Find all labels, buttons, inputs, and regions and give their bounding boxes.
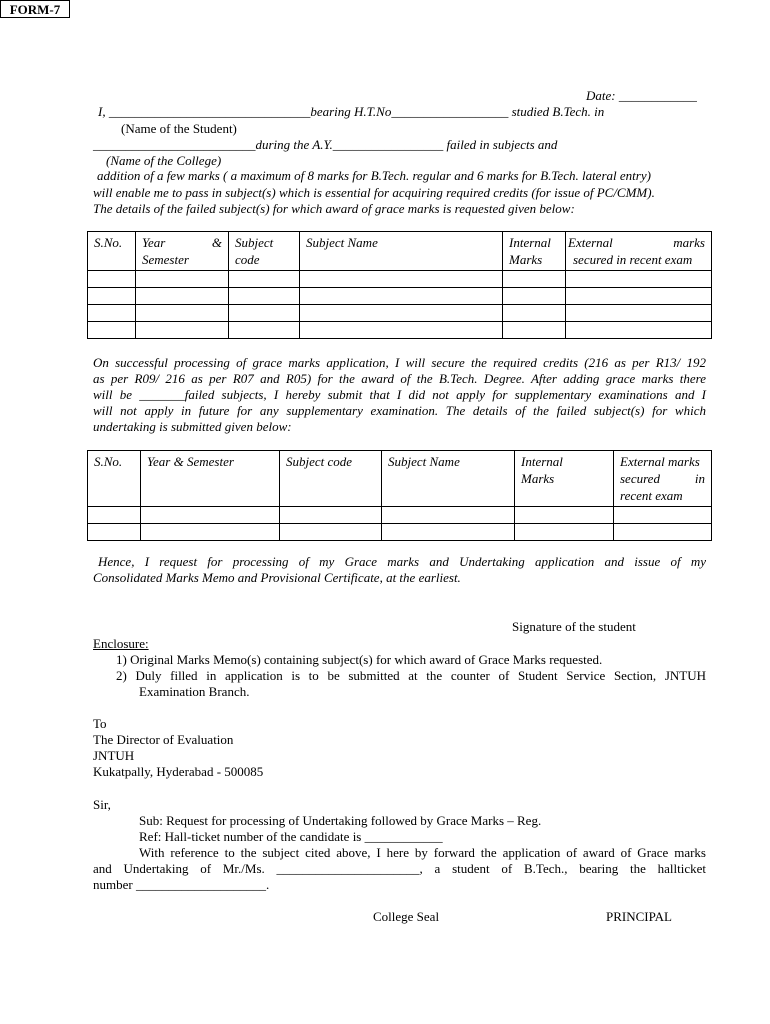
- header-external-marks: [614, 451, 712, 507]
- enclosure-item: Examination Branch.: [139, 684, 250, 699]
- table-cell[interactable]: [136, 305, 229, 322]
- table-cell[interactable]: [614, 524, 712, 541]
- table-header-row: [88, 232, 712, 271]
- table-cell[interactable]: [229, 288, 300, 305]
- header-subject-code: [229, 232, 300, 271]
- table-cell[interactable]: [382, 524, 515, 541]
- signature-label: Signature of the student: [512, 619, 636, 634]
- enclosure-item: 2) Duly filled in application is to be submitted at the counter of Student Service Section, JNTUH: [116, 668, 706, 683]
- table-cell[interactable]: [141, 507, 280, 524]
- reference-line: Ref: Hall-ticket number of the candidate is ____________: [139, 829, 443, 844]
- paragraph-line: addition of a few marks ( a maximum of 8 marks for B.Tech. regular and 6 marks for B.Tech. lateral entry): [97, 168, 651, 183]
- table-cell[interactable]: [88, 322, 136, 339]
- table-cell[interactable]: [280, 524, 382, 541]
- header-recent-exam: recent exam: [620, 488, 683, 503]
- paragraph-line: will not apply in future for any supplementary examination. The details of the failed subject(s) for which: [93, 403, 706, 418]
- table-cell[interactable]: [614, 507, 712, 524]
- table-cell[interactable]: [566, 271, 712, 288]
- paragraph-line: as per R09/ 216 as per R07 and R05) for the award of the B.Tech. Degree. After adding grace marks there: [93, 371, 706, 386]
- header-subject: Subject: [235, 235, 274, 250]
- principal-label: PRINCIPAL: [606, 909, 672, 924]
- table-cell[interactable]: [280, 507, 382, 524]
- table-header-row: [88, 451, 712, 507]
- header-subject-name: Subject Name: [382, 451, 515, 507]
- address-line: Kukatpally, Hyderabad - 500085: [93, 764, 264, 779]
- table-cell[interactable]: [136, 271, 229, 288]
- table-cell[interactable]: [515, 507, 614, 524]
- header-year: Year: [142, 235, 166, 250]
- table-row: [88, 524, 712, 541]
- table-row: [88, 305, 712, 322]
- header-internal-marks: [503, 232, 566, 271]
- paragraph-line: will be _______failed subjects, I hereby submit that I did not apply for supplementary examinations and I: [93, 387, 706, 402]
- header-subject-code: Subject code: [280, 451, 382, 507]
- table-cell[interactable]: [88, 524, 141, 541]
- college-caption: (Name of the College): [106, 153, 222, 168]
- name-caption: (Name of the Student): [121, 121, 237, 136]
- enclosure-heading: Enclosure:: [93, 636, 149, 651]
- paragraph-line: will enable me to pass in subject(s) which is essential for acquiring required credits (for issue of PC/CMM).: [93, 185, 655, 200]
- header-internal-marks: [515, 451, 614, 507]
- header-semester: Semester: [142, 252, 189, 267]
- address-line: JNTUH: [93, 748, 135, 763]
- address-line: The Director of Evaluation: [93, 732, 234, 747]
- header-external-marks-word: marks: [673, 235, 705, 250]
- header-in: in: [694, 471, 705, 486]
- header-subject-name: Subject Name: [300, 232, 503, 271]
- table-cell[interactable]: [503, 322, 566, 339]
- undertaking-table: [87, 450, 712, 541]
- table-cell[interactable]: [515, 524, 614, 541]
- paragraph-line: Hence, I request for processing of my Grace marks and Undertaking application and issue of my: [98, 554, 706, 569]
- header-sno: S.No.: [88, 451, 141, 507]
- table-cell[interactable]: [88, 271, 136, 288]
- table-cell[interactable]: [382, 507, 515, 524]
- body-line: number ____________________.: [93, 877, 270, 892]
- college-line: _________________________during the A.Y._________________ failed in subjects and: [93, 137, 558, 152]
- paragraph-line: The details of the failed subject(s) for which award of grace marks is requested given below:: [93, 201, 575, 216]
- enclosure-item: 1) Original Marks Memo(s) containing subject(s) for which award of Grace Marks requested.: [116, 652, 603, 667]
- table-cell[interactable]: [566, 288, 712, 305]
- table-row: [88, 507, 712, 524]
- header-internal: Internal: [509, 235, 551, 250]
- table-cell[interactable]: [229, 271, 300, 288]
- table-row: [88, 288, 712, 305]
- table-cell[interactable]: [300, 271, 503, 288]
- college-seal-label: College Seal: [373, 909, 440, 924]
- table-cell[interactable]: [88, 288, 136, 305]
- table-row: [88, 271, 712, 288]
- header-year-semester: [136, 232, 229, 271]
- table-cell[interactable]: [141, 524, 280, 541]
- header-secured: secured in recent exam: [573, 252, 693, 267]
- table-cell[interactable]: [300, 322, 503, 339]
- header-year-semester: Year & Semester: [141, 451, 280, 507]
- body-line: With reference to the subject cited above, I here by forward the application of award of Grace marks: [139, 845, 706, 860]
- header-external: External marks: [620, 454, 700, 469]
- table-cell[interactable]: [300, 288, 503, 305]
- table-cell[interactable]: [566, 305, 712, 322]
- table-cell[interactable]: [300, 305, 503, 322]
- table-cell[interactable]: [88, 305, 136, 322]
- body-line: and Undertaking of Mr./Ms. ______________________, a student of B.Tech., bearing the hallticket: [93, 861, 706, 876]
- header-external: External: [568, 235, 613, 250]
- table-cell[interactable]: [503, 288, 566, 305]
- address-line: To: [93, 716, 107, 731]
- grace-marks-table: [87, 231, 712, 339]
- table-row: [88, 322, 712, 339]
- subject-line: Sub: Request for processing of Undertaking followed by Grace Marks – Reg.: [139, 813, 542, 828]
- table-cell[interactable]: [229, 305, 300, 322]
- header-internal: Internal: [521, 454, 563, 469]
- paragraph-line: On successful processing of grace marks application, I will secure the required credits (216 as per R13/ 192: [93, 355, 706, 370]
- paragraph-line: Consolidated Marks Memo and Provisional Certificate, at the earliest.: [93, 570, 461, 585]
- form-title: FORM-7: [0, 0, 70, 18]
- table-cell[interactable]: [88, 507, 141, 524]
- header-sno: S.No.: [88, 232, 136, 271]
- table-cell[interactable]: [503, 305, 566, 322]
- header-external-marks: [566, 232, 712, 271]
- header-secured: secured: [620, 471, 660, 486]
- table-cell[interactable]: [503, 271, 566, 288]
- table-cell[interactable]: [566, 322, 712, 339]
- salutation: Sir,: [93, 797, 111, 812]
- table-cell[interactable]: [136, 322, 229, 339]
- header-amp: &: [211, 235, 222, 250]
- table-cell[interactable]: [136, 288, 229, 305]
- date-line: Date: ____________: [586, 88, 697, 103]
- student-line: I, _______________________________bearing H.T.No__________________ studied B.Tech. in: [98, 104, 605, 119]
- header-marks: Marks: [521, 471, 555, 486]
- paragraph-line: undertaking is submitted given below:: [93, 419, 292, 434]
- header-marks: Marks: [509, 252, 543, 267]
- header-code: code: [235, 252, 260, 267]
- table-cell[interactable]: [229, 322, 300, 339]
